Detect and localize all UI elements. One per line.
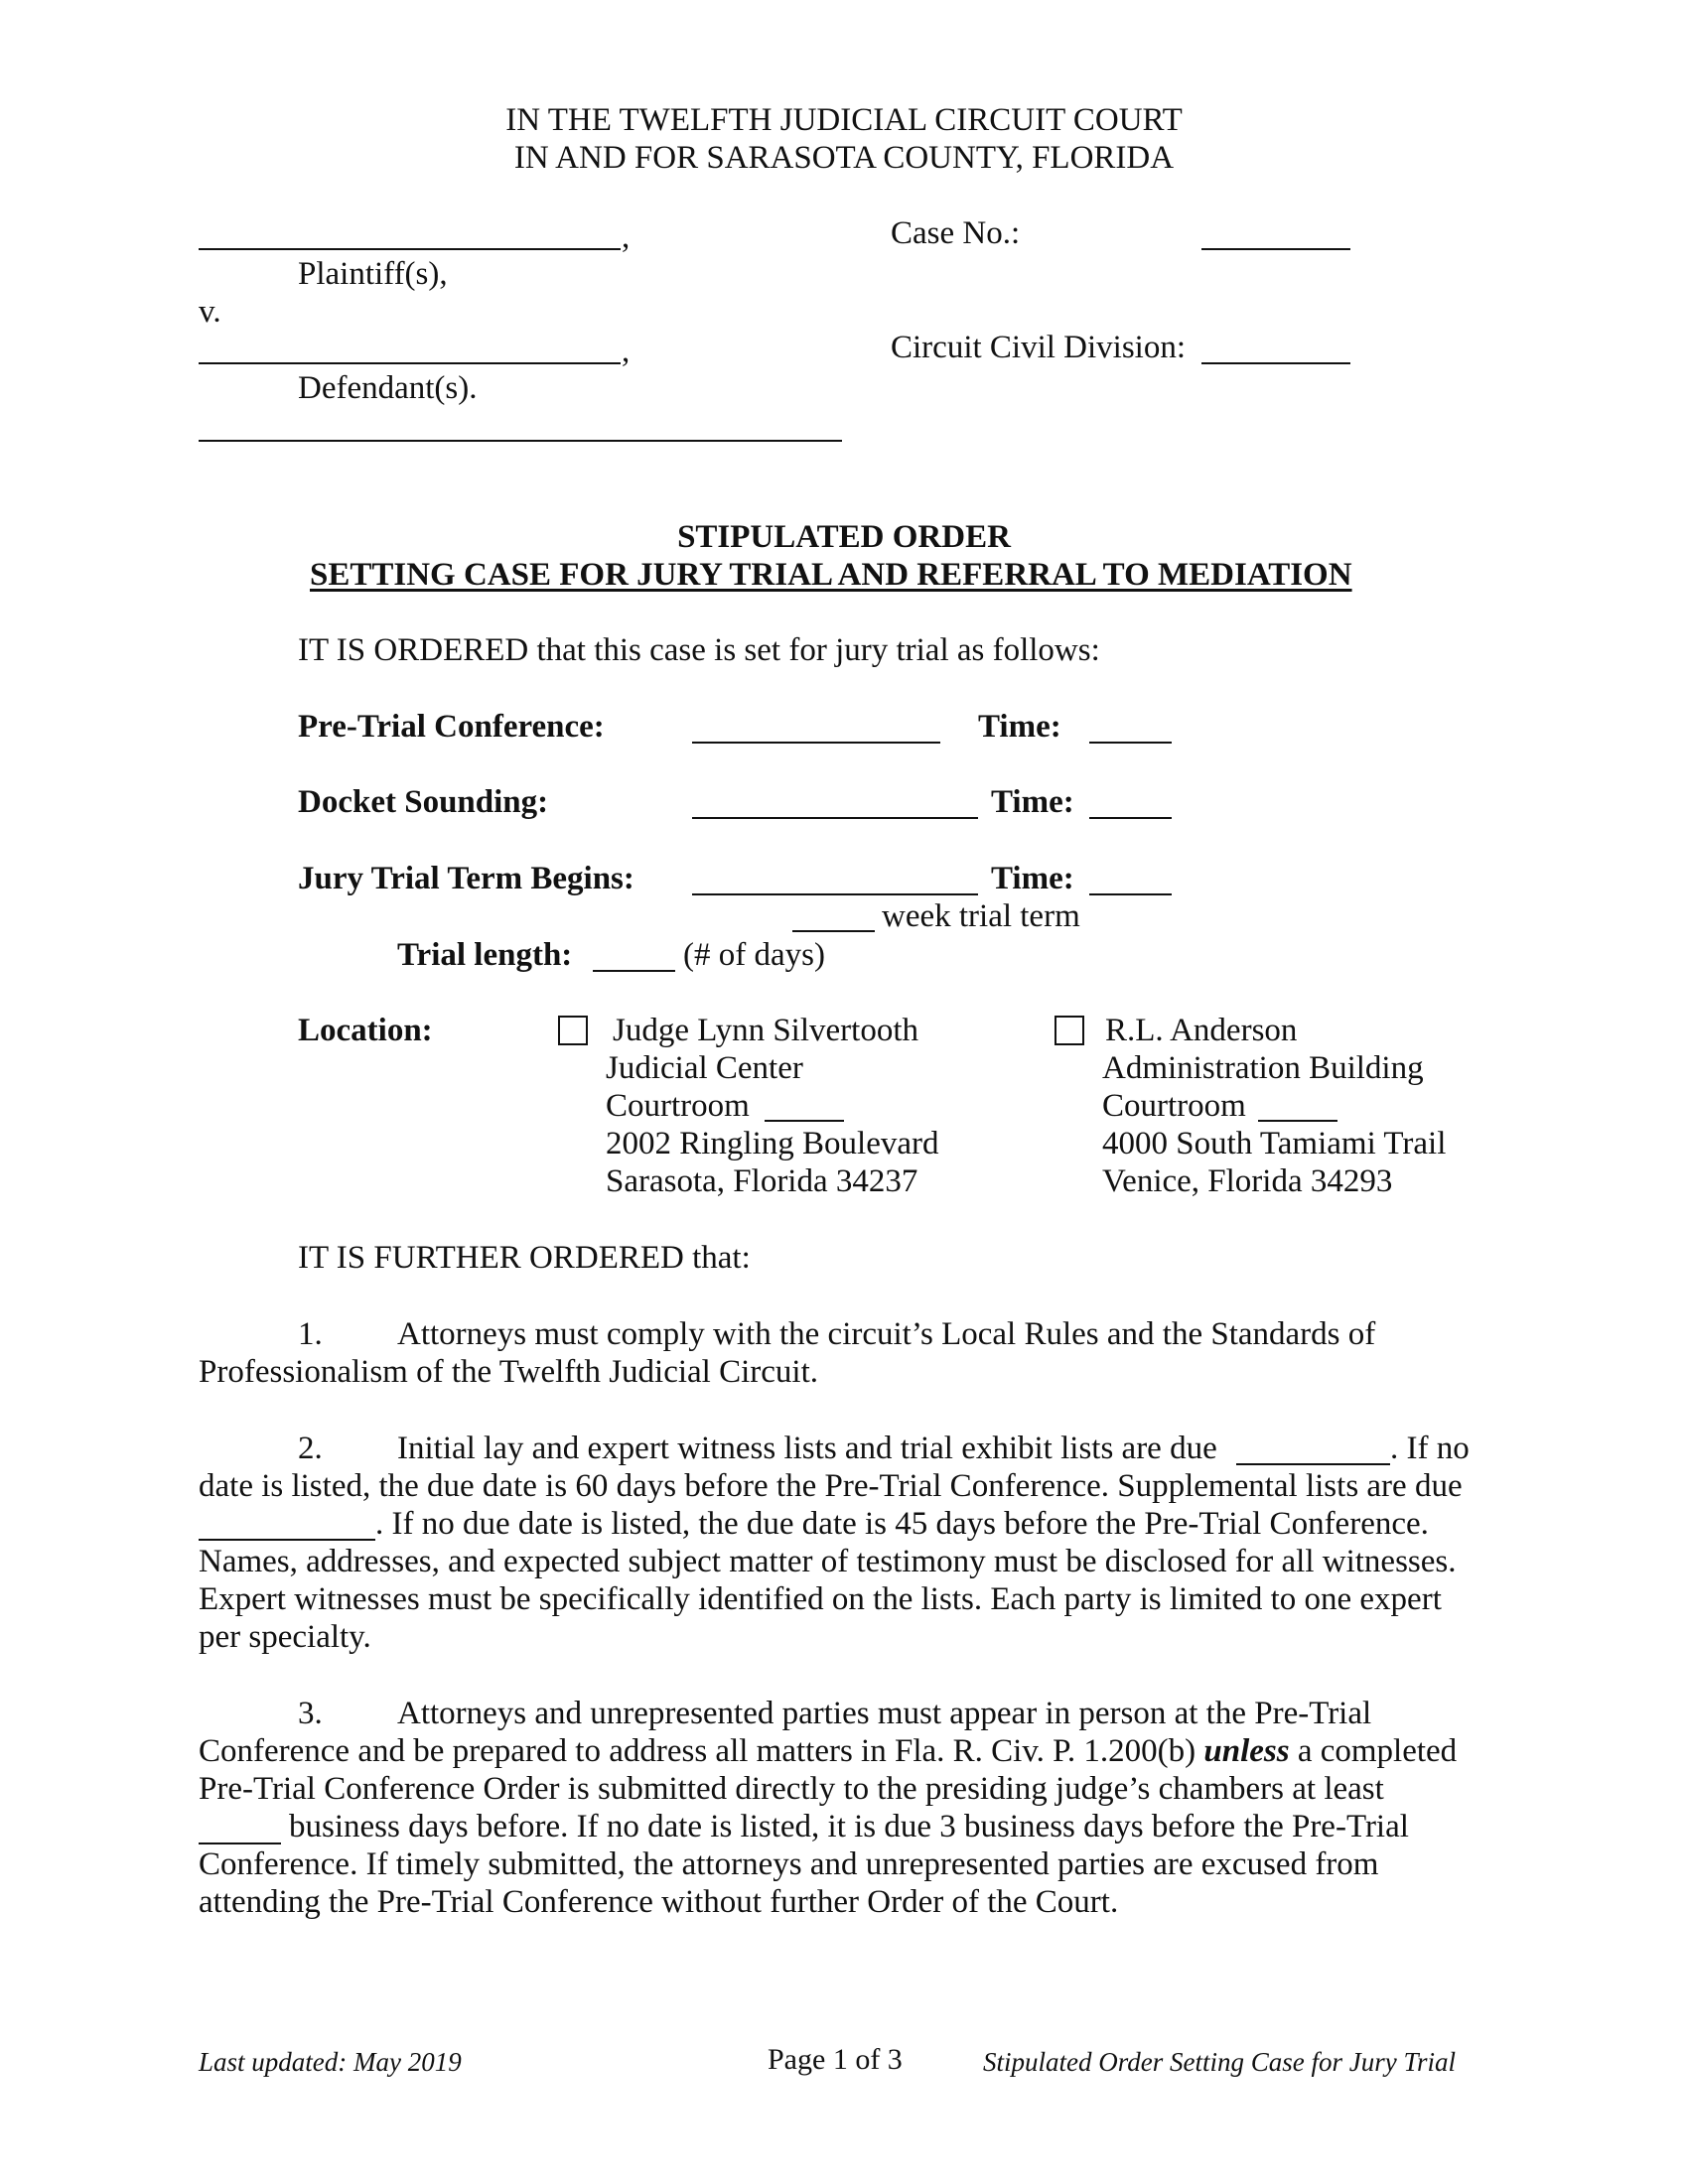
item3-line1: Attorneys and unrepresented parties must appear in person at the Pre-Trial [397,1696,1372,1731]
item2-line6: per specialty. [199,1619,371,1655]
item2-line1-end: . If no [1390,1431,1470,1466]
item3-line2-text: Conference and be prepared to address all matters in Fla. R. Civ. P. 1.200(b) [199,1733,1196,1769]
case-no-label: Case No.: [891,215,1021,251]
unless-emphasis: unless [1203,1733,1290,1769]
jury-term-label: Jury Trial Term Begins: [298,861,634,896]
case-no-blank[interactable] [1201,248,1350,250]
docket-time-blank[interactable] [1089,817,1172,819]
item3-line5: Conference. If timely submitted, the attorneys and unrepresented parties are excused from [199,1846,1379,1882]
item3-line6: attending the Pre-Trial Conference without further Order of the Court. [199,1884,1119,1920]
footer-updated: Last updated: May 2019 [199,2047,462,2077]
sarasota-courtroom-label: Courtroom [606,1088,750,1124]
venice-line1: R.L. Anderson [1105,1013,1298,1048]
supplemental-lists-due-blank[interactable] [199,1539,375,1541]
pretrial-time-blank[interactable] [1089,742,1172,744]
venice-line2: Administration Building [1102,1050,1424,1086]
trial-length-blank[interactable] [593,970,675,972]
item3-line4: business days before. If no date is listed, it is due 3 business days before the Pre-Trial [289,1809,1409,1844]
plaintiff-label: Plaintiff(s), [298,256,448,292]
further-ordered: IT IS FURTHER ORDERED that: [298,1240,751,1276]
trial-length-unit: (# of days) [683,937,825,973]
caption-divider [199,440,842,442]
item1-number: 1. [298,1316,323,1352]
item3-line3: Pre-Trial Conference Order is submitted directly to the presiding judge’s chambers at least [199,1771,1384,1807]
pretrial-date-blank[interactable] [692,742,940,744]
versus-label: v. [199,294,221,330]
defendant-comma: , [622,334,631,369]
venice-line5: Venice, Florida 34293 [1102,1163,1393,1199]
item3-number: 3. [298,1696,323,1731]
week-term-blank[interactable] [792,930,875,932]
footer-page: Page 1 of 3 [768,2043,903,2076]
venice-courtroom-blank[interactable] [1258,1120,1337,1122]
initial-lists-due-blank[interactable] [1236,1463,1390,1465]
location-label: Location: [298,1013,433,1048]
sarasota-line5: Sarasota, Florida 34237 [606,1163,918,1199]
division-label: Circuit Civil Division: [891,330,1187,365]
item3-line2-end: a completed [1297,1733,1458,1769]
plaintiff-comma: , [622,219,631,255]
venice-checkbox[interactable] [1055,1016,1084,1045]
division-blank[interactable] [1201,362,1350,364]
sarasota-line1: Judge Lynn Silvertooth [613,1013,918,1048]
business-days-blank[interactable] [199,1843,281,1844]
pretrial-label: Pre-Trial Conference: [298,709,605,745]
item2-line1: Initial lay and expert witness lists and trial exhibit lists are due [397,1431,1217,1466]
jury-time-label: Time: [991,861,1074,896]
defendant-blank[interactable] [199,362,621,364]
title-line2: SETTING CASE FOR JURY TRIAL AND REFERRAL TO MEDIATION [310,557,1352,593]
item2-number: 2. [298,1431,323,1466]
sarasota-courtroom-blank[interactable] [765,1120,844,1122]
court-name: IN THE TWELFTH JUDICIAL CIRCUIT COURT [505,102,1183,138]
item2-line5: Expert witnesses must be specifically identified on the lists. Each party is limited to one expert [199,1581,1442,1617]
docket-time-label: Time: [991,784,1074,820]
footer-doc-title: Stipulated Order Setting Case for Jury Trial [983,2047,1456,2077]
item2-line3: . If no due date is listed, the due date is 45 days before the Pre-Trial Conference. [375,1506,1429,1542]
week-term-label: week trial term [882,898,1080,934]
location-option-sarasota[interactable] [558,1012,588,1049]
venice-courtroom-label: Courtroom [1102,1088,1246,1124]
pretrial-time-label: Time: [978,709,1061,745]
county-name: IN AND FOR SARASOTA COUNTY, FLORIDA [513,140,1175,176]
docket-date-blank[interactable] [692,817,978,819]
order-intro: IT IS ORDERED that this case is set for jury trial as follows: [298,632,1100,668]
docket-label: Docket Sounding: [298,784,549,820]
item1-line1: Attorneys must comply with the circuit’s Local Rules and the Standards of [397,1316,1376,1352]
venice-line4: 4000 South Tamiami Trail [1102,1126,1447,1161]
title-line1: STIPULATED ORDER [677,519,1011,555]
item3-line2 [199,1732,1457,1770]
sarasota-checkbox[interactable] [558,1016,588,1045]
location-option-venice[interactable] [1055,1012,1084,1049]
item2-line2: date is listed, the due date is 60 days before the Pre-Trial Conference. Supplemental lists are due [199,1468,1463,1504]
plaintiff-blank[interactable] [199,248,621,250]
defendant-label: Defendant(s). [298,370,478,406]
item1-line2: Professionalism of the Twelfth Judicial Circuit. [199,1354,818,1390]
sarasota-line2: Judicial Center [606,1050,803,1086]
jury-time-blank[interactable] [1089,893,1172,895]
jury-date-blank[interactable] [692,893,978,895]
item2-line4: Names, addresses, and expected subject matter of testimony must be disclosed for all witnesses. [199,1544,1457,1579]
sarasota-line4: 2002 Ringling Boulevard [606,1126,939,1161]
trial-length-label: Trial length: [397,937,573,973]
